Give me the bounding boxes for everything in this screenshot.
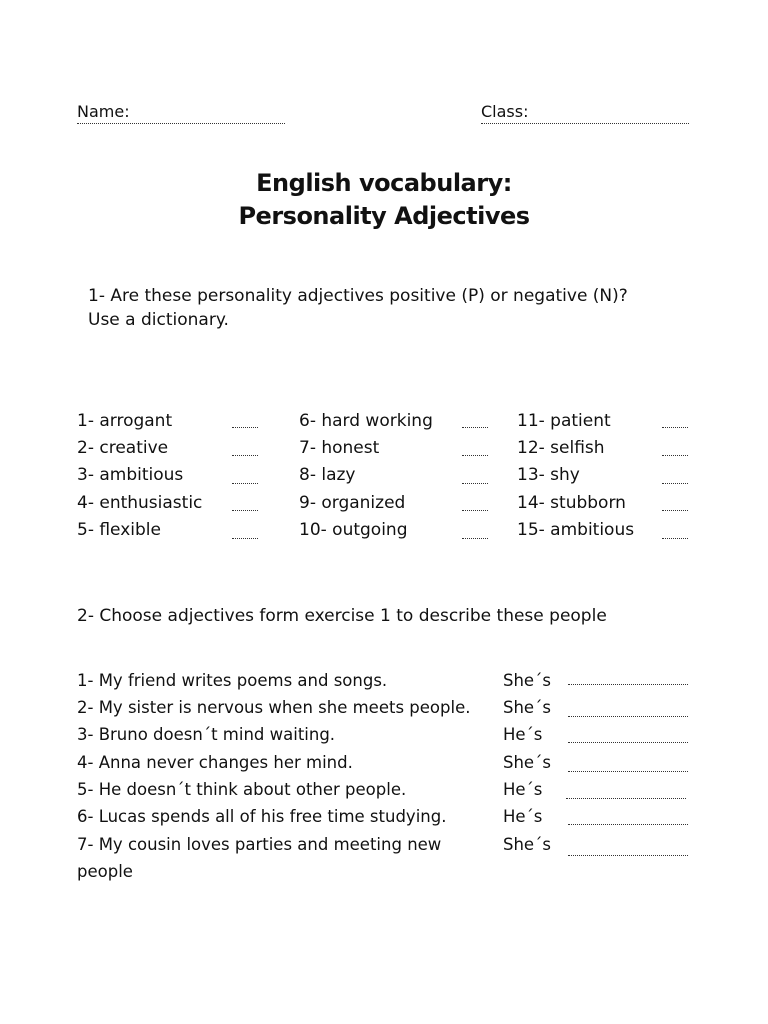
pronoun-label: He´s bbox=[503, 725, 543, 744]
answer-blank[interactable] bbox=[232, 427, 258, 428]
name-label: Name: bbox=[77, 102, 130, 121]
sentence-item: 4- Anna never changes her mind. bbox=[77, 753, 353, 772]
word-item: 13- shy bbox=[517, 465, 580, 485]
pronoun-label: He´s bbox=[503, 780, 543, 799]
word-item: 8- lazy bbox=[299, 465, 356, 485]
word-item: 9- organized bbox=[299, 493, 406, 513]
pronoun-label: He´s bbox=[503, 807, 543, 826]
word-item: 4- enthusiastic bbox=[77, 493, 203, 513]
answer-blank[interactable] bbox=[462, 455, 488, 456]
sentence-continuation: people bbox=[77, 862, 133, 881]
answer-blank[interactable] bbox=[462, 510, 488, 511]
pronoun-label: She´s bbox=[503, 671, 551, 690]
answer-blank[interactable] bbox=[568, 771, 688, 772]
sentence-item: 1- My friend writes poems and songs. bbox=[77, 671, 388, 690]
word-item: 6- hard working bbox=[299, 411, 433, 431]
answer-blank[interactable] bbox=[662, 483, 688, 484]
answer-blank[interactable] bbox=[462, 483, 488, 484]
exercise1-instruction bbox=[88, 284, 728, 332]
answer-blank[interactable] bbox=[568, 716, 688, 717]
answer-blank[interactable] bbox=[568, 824, 688, 825]
name-field[interactable] bbox=[77, 123, 285, 124]
answer-blank[interactable] bbox=[662, 538, 688, 539]
word-item: 7- honest bbox=[299, 438, 380, 458]
word-item: 15- ambitious bbox=[517, 520, 635, 540]
pronoun-label: She´s bbox=[503, 698, 551, 717]
sentence-item: 6- Lucas spends all of his free time studying. bbox=[77, 807, 447, 826]
sentence-item: 2- My sister is nervous when she meets people. bbox=[77, 698, 471, 717]
word-item: 10- outgoing bbox=[299, 520, 408, 540]
answer-blank[interactable] bbox=[568, 742, 688, 743]
exercise2-instruction: 2- Choose adjectives form exercise 1 to describe these people bbox=[77, 606, 607, 626]
pronoun-label: She´s bbox=[503, 753, 551, 772]
word-item: 12- selfish bbox=[517, 438, 605, 458]
pronoun-label: She´s bbox=[503, 835, 551, 854]
answer-blank[interactable] bbox=[462, 427, 488, 428]
answer-blank[interactable] bbox=[662, 455, 688, 456]
answer-blank[interactable] bbox=[232, 483, 258, 484]
answer-blank[interactable] bbox=[662, 427, 688, 428]
title-line-2: Personality Adjectives bbox=[238, 202, 530, 230]
sentence-item: 3- Bruno doesn´t mind waiting. bbox=[77, 725, 336, 744]
class-field[interactable] bbox=[481, 123, 689, 124]
answer-blank[interactable] bbox=[662, 510, 688, 511]
word-item: 11- patient bbox=[517, 411, 611, 431]
word-item: 1- arrogant bbox=[77, 411, 173, 431]
exercise1-instruction-line-2: Use a dictionary. bbox=[88, 310, 229, 330]
word-item: 14- stubborn bbox=[517, 493, 626, 513]
word-item: 5- flexible bbox=[77, 520, 161, 540]
answer-blank[interactable] bbox=[568, 684, 688, 685]
title-line-1: English vocabulary: bbox=[256, 169, 512, 197]
sentence-item: 5- He doesn´t think about other people. bbox=[77, 780, 407, 799]
exercise1-instruction-line-1: 1- Are these personality adjectives positive (P) or negative (N)? bbox=[88, 286, 628, 306]
word-item: 2- creative bbox=[77, 438, 169, 458]
answer-blank[interactable] bbox=[232, 510, 258, 511]
answer-blank[interactable] bbox=[568, 855, 688, 856]
answer-blank[interactable] bbox=[462, 538, 488, 539]
answer-blank[interactable] bbox=[232, 538, 258, 539]
sentence-item: 7- My cousin loves parties and meeting new bbox=[77, 835, 442, 854]
word-item: 3- ambitious bbox=[77, 465, 184, 485]
answer-blank[interactable] bbox=[232, 455, 258, 456]
answer-blank[interactable] bbox=[566, 798, 686, 799]
class-label: Class: bbox=[481, 102, 529, 121]
